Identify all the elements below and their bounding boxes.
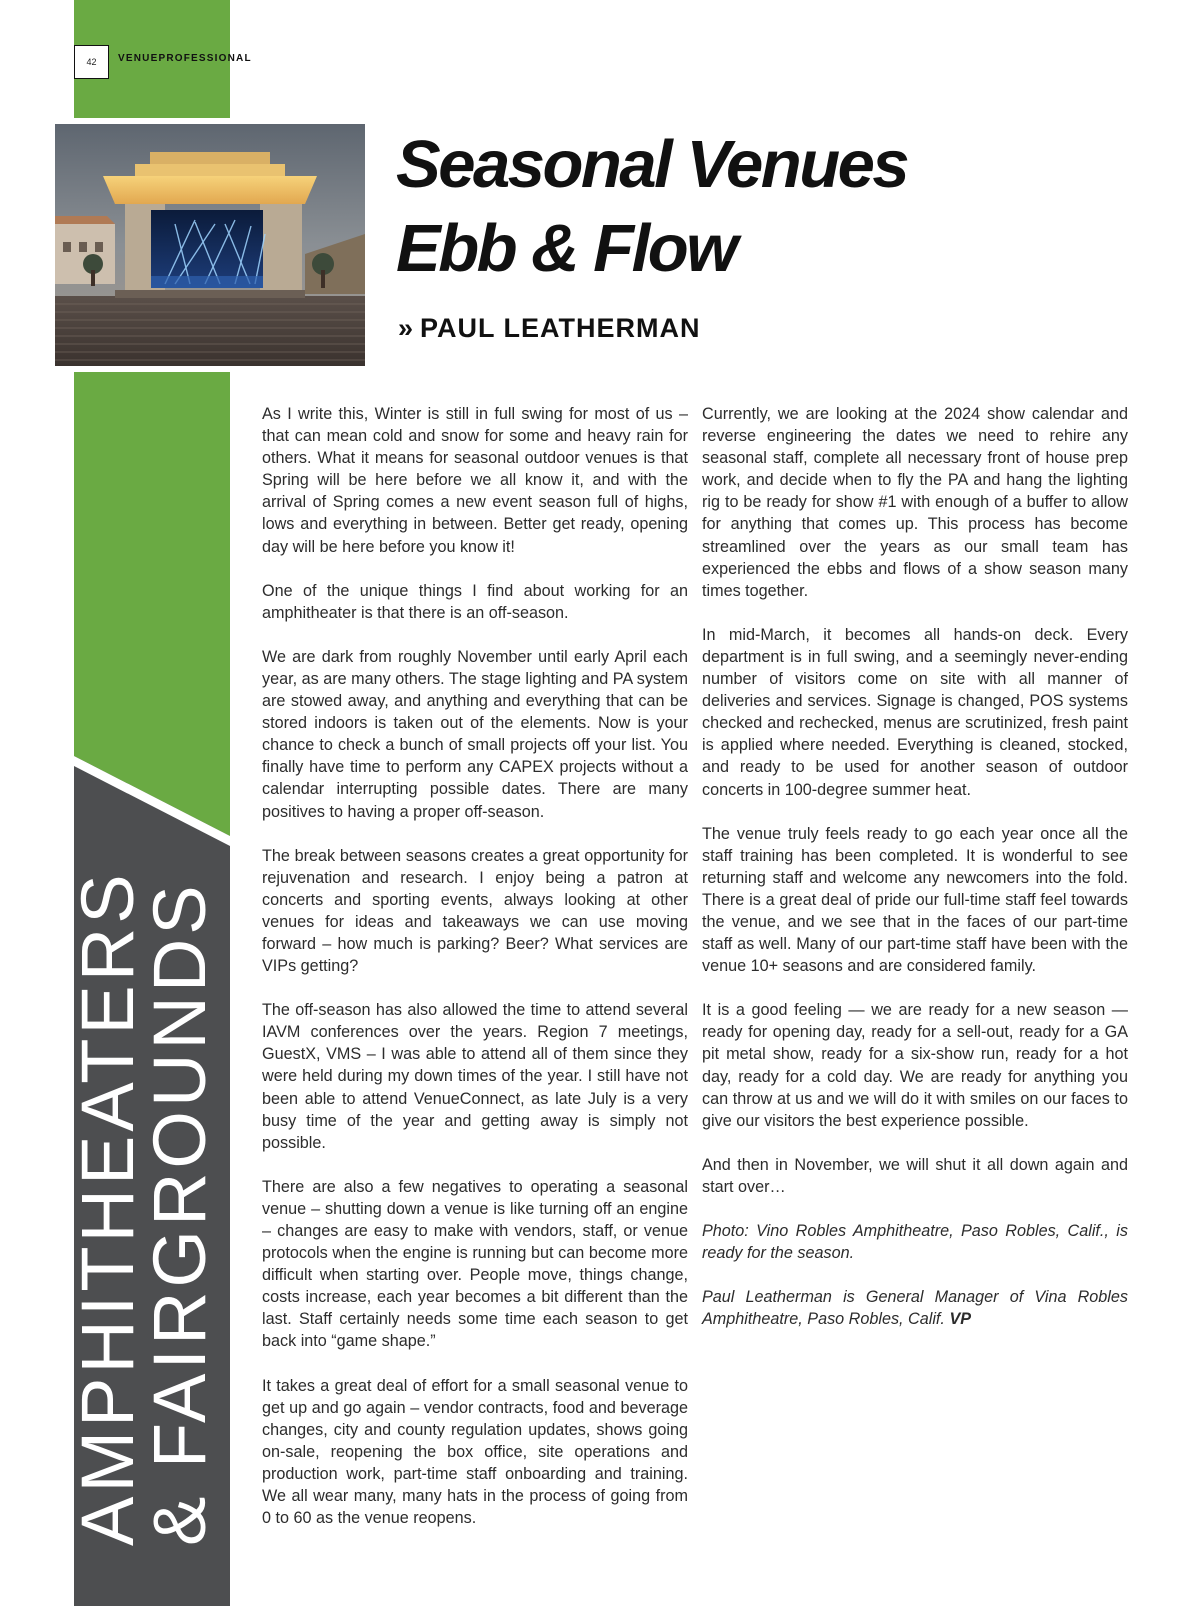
- body-column-right: [702, 403, 1128, 1352]
- paragraph: The venue truly feels ready to go each year once all the staff training has been completed. It is wonderful to see returning staff and welcome any newcomers into the fold. There is a great deal of pride our full-time staff feel towards the venue, and we see that in the faces of our part-time staff as well. Many of our part-time staff have been with the venue 10+ seasons and are considered family.: [702, 824, 1128, 976]
- paragraph: The off-season has also allowed the time to attend several IAVM conferences over the years. Region 7 meetings, GuestX, VMS – I was able to attend all of them since they were held during my down times of the year. I still have not been able to attend VenueConnect, as late July is a very busy time of the year and getting away is simply not possible.: [262, 1001, 688, 1152]
- paragraph: Currently, we are looking at the 2024 show calendar and reverse engineering the dates we need to rehire any seasonal staff, complete all necessary front of house prep work, and decide when to fly the PA and hang the lighting rig to be ready for show #1 with enough of a buffer to allow for anything that comes up. This process has become streamlined over the years as our small team has experienced the ebbs and flows of a show season many times together.: [702, 405, 1128, 600]
- author-bio: [702, 1286, 1128, 1330]
- masthead-brand-regular: PROFESSIONAL: [158, 53, 252, 64]
- section-label-line-2: & FAIRGROUNDS: [138, 881, 221, 1546]
- paragraph: The break between seasons creates a great opportunity for rejuvenation and research. I enjoy being a patron at concerts and sporting events, always looking at other venues for ideas and takeaways we can use moving forward – how much is parking? Beer? What services are VIPs getting?: [262, 846, 688, 976]
- byline-marker-icon: »: [398, 313, 415, 343]
- title-line-1: Seasonal Venues: [396, 127, 908, 202]
- article-title: [396, 123, 907, 291]
- paragraph: We are dark from roughly November until early April each year, as are many others. The stage lighting and PA system are stowed away, and anything and everything that can be stored indoors is taken out of the elements. Now is your chance to check a bunch of small projects off your list. You finally have time to perform any CAPEX projects without a calendar interrupting possible dates. There are many positives to having a proper off-season.: [262, 647, 688, 821]
- paragraph: There are also a few negatives to operating a seasonal venue – shutting down a venue is like turning off an engine – changes are easy to make with vendors, staff, or venue protocols when the engine is running but can become more difficult when starting over. People move, things change, costs increase, each year becomes a bit different than the last. Staff certainly needs some time each season to get back into “game shape.”: [262, 1177, 688, 1351]
- page-number: 42: [74, 45, 109, 79]
- amphitheater-illustration: [55, 124, 365, 366]
- author-bio-text: Paul Leatherman is General Manager of Vina Robles Amphitheatre, Paso Robles, Calif.: [702, 1288, 1128, 1329]
- paragraph: It is a good feeling — we are ready for a new season — ready for opening day, ready for a sell-out, ready for a GA pit metal show, ready for a six-show run, ready for a hot day, ready for a cold day. We are ready for anything you can throw at us and we will do it with smiles on our faces to give our visitors the best experience possible.: [702, 1001, 1128, 1130]
- author-name: PAUL LEATHERMAN: [420, 313, 701, 343]
- paragraph: And then in November, we will shut it all down again and start over…: [702, 1155, 1128, 1196]
- title-line-2: Ebb & Flow: [396, 211, 736, 286]
- section-label-line-1: AMPHITHEATERS: [66, 870, 149, 1546]
- paragraph: In mid-March, it becomes all hands-on deck. Every department is in full swing, and a seemingly never-ending number of visitors come on site with all manner of deliveries and services. Signage is changed, POS systems checked and rechecked, menus are scrutinized, fresh paint is applied where needed. Everything is cleaned, stocked, and ready to be used for another season of outdoor concerts in 100-degree summer heat.: [702, 625, 1128, 799]
- byline: [398, 313, 701, 344]
- body-column-left: [262, 403, 688, 1551]
- masthead-brand-bold: VENUE: [118, 53, 159, 64]
- venue-photo: [55, 124, 365, 366]
- section-label: [66, 866, 221, 1546]
- masthead: [118, 53, 252, 64]
- paragraph: It takes a great deal of effort for a small seasonal venue to get up and go again – vendor contracts, food and beverage changes, city and county regulation updates, shows going on-sale, reopening the box office, site operations and production work, part-time staff onboarding and training. We all wear many, many hats in the process of going from 0 to 60 as the venue reopens.: [262, 1376, 688, 1528]
- photo-caption: Photo: Vino Robles Amphitheatre, Paso Robles, Calif., is ready for the season.: [702, 1222, 1128, 1263]
- end-mark: VP: [949, 1310, 972, 1329]
- paragraph: As I write this, Winter is still in full swing for most of us – that can mean cold and snow for some and heavy rain for others. What it means for seasonal outdoor venues is that Spring will be here before we all know it, and with the arrival of Spring comes a new event season full of highs, lows and everything in between. Better get ready, opening day will be here before you know it!: [262, 405, 688, 556]
- paragraph: One of the unique things I find about working for an amphitheater is that there is an off-season.: [262, 581, 688, 622]
